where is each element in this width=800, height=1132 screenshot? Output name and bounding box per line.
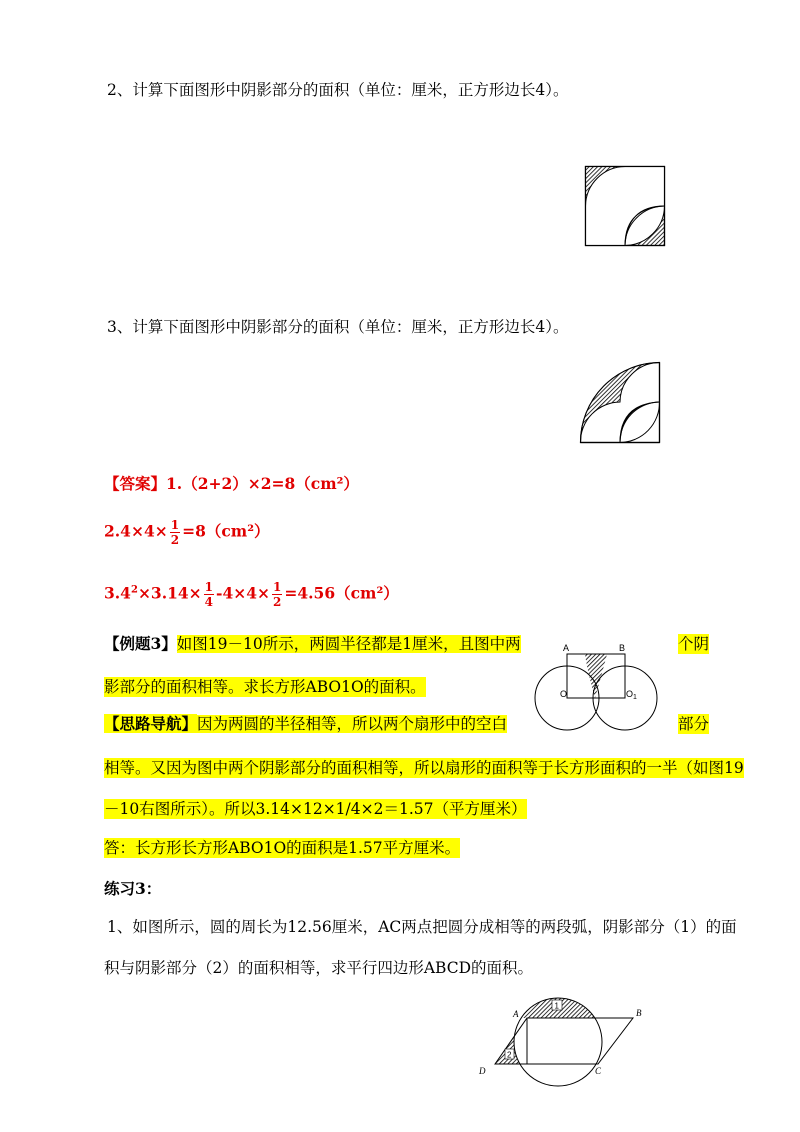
example-3-text-c: 影部分的面积相等。求长方形ABO1O的面积。 bbox=[104, 678, 426, 696]
fraction-numerator: 1 bbox=[204, 580, 214, 594]
fraction-denominator: 2 bbox=[273, 595, 282, 609]
label-a: A bbox=[563, 643, 570, 653]
answer-3-exponent: 2 bbox=[130, 584, 138, 596]
practice-3-title: 练习3： bbox=[104, 879, 162, 898]
guide-text-b: 部分 bbox=[678, 715, 710, 733]
fraction-numerator: 1 bbox=[273, 580, 282, 594]
label-c: C bbox=[595, 1066, 602, 1076]
fraction-denominator: 2 bbox=[170, 533, 180, 547]
problem-3-text: 3、计算下面图形中阴影部分的面积（单位：厘米，正方形边长4）。 bbox=[107, 318, 569, 336]
guide-text-a: 因为两圆的半径相等，所以两个扇形中的空白 bbox=[197, 715, 508, 733]
label-shaded-2: 2 bbox=[507, 1050, 512, 1060]
problem-3-figure bbox=[580, 362, 660, 444]
answer-3-part-a: 3.4 bbox=[104, 583, 131, 603]
example-3-label: 【例题3】 bbox=[104, 634, 177, 653]
guide-text-c: 相等。又因为图中两个阴影部分的面积相等，所以扇形的面积等于长方形面积的一半（如图19 bbox=[104, 759, 744, 777]
answer-line-2 bbox=[104, 518, 270, 547]
example-3-text-b: 个阴 bbox=[678, 635, 710, 653]
label-o: O bbox=[560, 689, 568, 699]
practice-3-q1-line-2: 积与阴影部分（2）的面积相等，求平行四边形ABCD的面积。 bbox=[104, 959, 534, 977]
fraction-half bbox=[170, 518, 180, 547]
answer-line-3 bbox=[104, 580, 399, 609]
label-o1: $O_1$ bbox=[626, 689, 637, 701]
fraction-quarter bbox=[204, 580, 214, 609]
answer-2-part-b: =8（cm²） bbox=[182, 521, 270, 541]
example-3-answer: 答：长方形长方形ABO1O的面积是1.57平方厘米。 bbox=[104, 839, 461, 857]
answer-label: 【答案】 bbox=[104, 474, 167, 493]
label-shaded-1: 1 bbox=[554, 1001, 559, 1011]
answer-3-part-b: ×3.14× bbox=[137, 583, 202, 603]
practice-3-figure bbox=[473, 992, 653, 1082]
fraction-half bbox=[272, 580, 282, 609]
problem-2-text: 2、计算下面图形中阴影部分的面积（单位：厘米，正方形边长4）。 bbox=[107, 81, 569, 99]
example-3-figure bbox=[533, 640, 663, 740]
guide-text-d: －10右图所示）。所以3.14×12×1/4×2＝1.57（平方厘米） bbox=[104, 800, 527, 818]
label-b: B bbox=[636, 1008, 642, 1018]
example-3-line-1 bbox=[104, 634, 521, 654]
guide-line-1 bbox=[104, 714, 507, 734]
label-a: A bbox=[513, 1009, 519, 1019]
example-3-text-a: 如图19－10所示，两圆半径都是1厘米，且图中两 bbox=[176, 635, 521, 653]
fraction-denominator: 4 bbox=[204, 595, 214, 609]
answer-2-part-a: 2.4×4× bbox=[104, 521, 168, 541]
answer-line-1 bbox=[104, 474, 359, 494]
answer-3-part-d: =4.56（cm²） bbox=[284, 583, 399, 603]
problem-2-figure bbox=[585, 166, 665, 246]
fraction-numerator: 1 bbox=[170, 518, 180, 532]
label-d: D bbox=[479, 1066, 486, 1076]
guide-label: 【思路导航】 bbox=[104, 714, 198, 733]
answer-3-part-c: -4×4× bbox=[216, 583, 271, 603]
label-b: B bbox=[619, 643, 626, 653]
practice-3-q1-line-1: 1、如图所示，圆的周长为12.56厘米，AC两点把圆分成相等的两段弧，阴影部分（1）的面 bbox=[107, 918, 737, 936]
answer-1-text: 1.（2+2）×2=8（cm²） bbox=[166, 474, 359, 493]
